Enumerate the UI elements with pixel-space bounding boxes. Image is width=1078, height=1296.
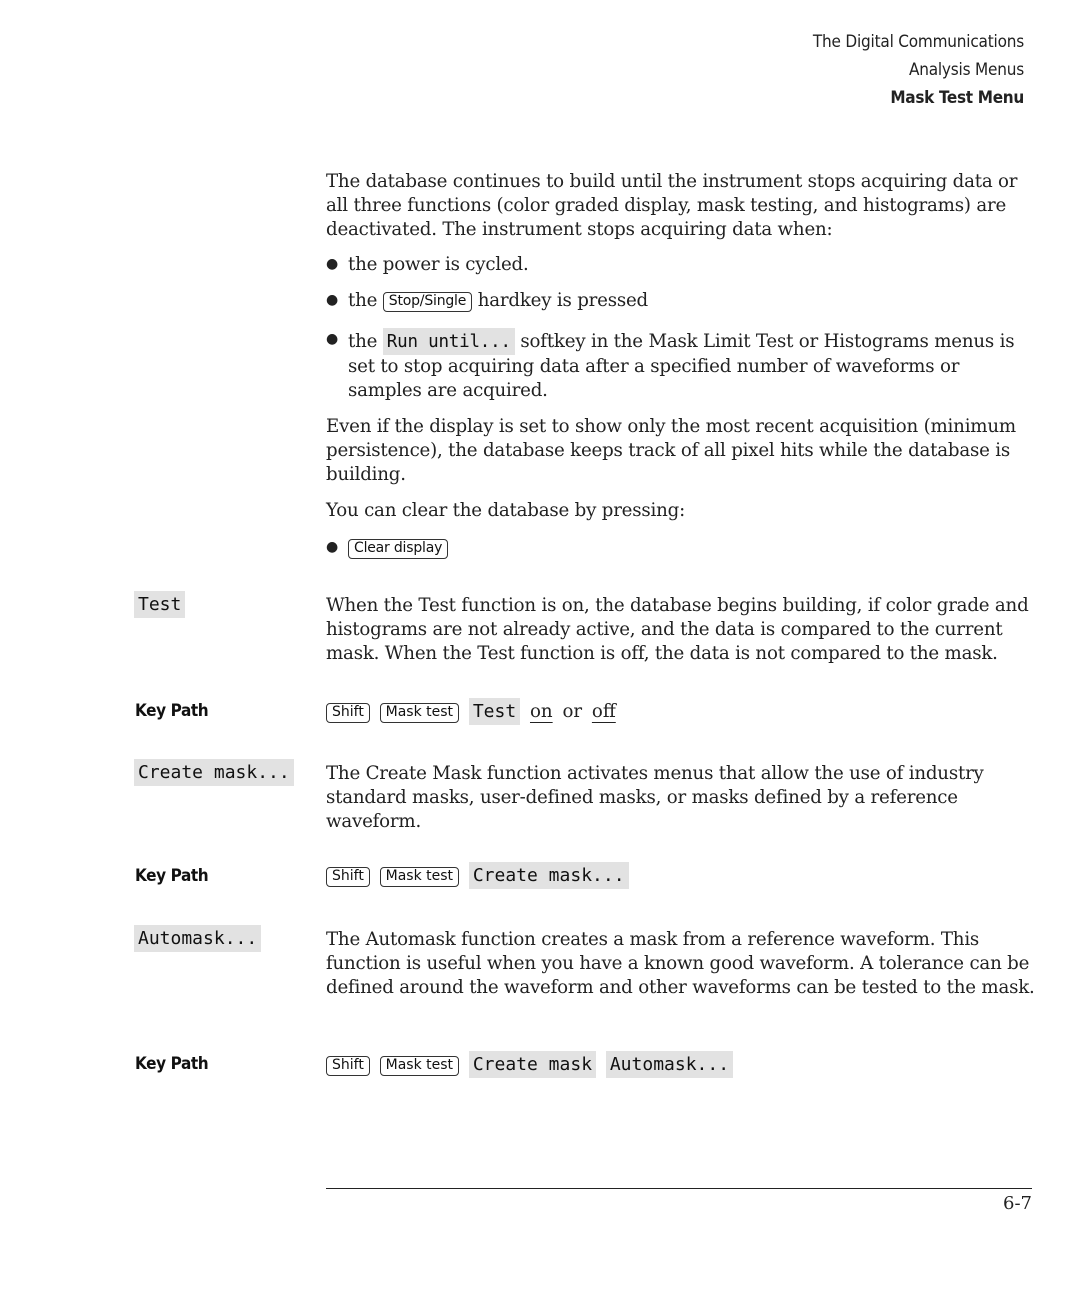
running-header-section-title: Mask Test Menu [890,88,1024,108]
footer-rule [326,1188,1032,1189]
create-mask-keypath [326,862,633,889]
test-softkey[interactable]: Test [469,698,520,725]
create-mask-softkey-heading [134,759,294,786]
automask-softkey[interactable]: Automask... [606,1051,733,1078]
automask-description: The Automask function creates a mask from a reference waveform. This function is useful when you have a known good waveform. A tolerance can be defined around the waveform and other waveforms can be tested to the mask. [326,929,1035,998]
bullet-stop-single [326,289,1038,313]
bullet-icon: ● [326,292,339,308]
test-keypath [326,698,620,725]
test-or-text: or [562,701,583,722]
test-softkey-heading [134,591,185,618]
test-softkey[interactable]: Test [134,591,185,618]
automask-softkey-heading [134,925,261,952]
intro-paragraph: The database continues to build until the instrument stops acquiring data or all three functions (color graded display, mask testing, and histograms) are deactivated. The instrument stops acquiring data when: [326,171,1018,240]
test-description: When the Test function is on, the database begins building, if color grade and histograms are not already active, and the data is compared to the current mask. When the Test function is off, the data is not compared to the mask. [326,595,1029,664]
mask-test-hardkey[interactable]: Mask test [380,867,459,887]
create-mask-keypath-label: Key Path [135,866,209,886]
test-off-option: off [591,701,616,722]
bullet-text-post: softkey in the Mask Limit Test or Histograms menus is set to stop acquiring data after a specified number of waveforms or samples are acquired. [348,331,1015,401]
shift-hardkey[interactable]: Shift [326,1056,370,1076]
shift-hardkey[interactable]: Shift [326,703,370,723]
running-header-line1: The Digital Communications [812,32,1024,52]
bullet-text-pre: the [348,290,378,311]
run-until-softkey[interactable]: Run until... [383,328,515,355]
mask-test-hardkey[interactable]: Mask test [380,703,459,723]
stop-single-hardkey[interactable]: Stop/Single [383,292,472,312]
test-keypath-label: Key Path [135,701,209,721]
create-mask-softkey[interactable]: Create mask [469,1051,596,1078]
automask-keypath-label: Key Path [135,1054,209,1074]
bullet-text [348,328,1038,403]
create-mask-softkey[interactable]: Create mask... [134,759,294,786]
bullet-text: the power is cycled. [348,254,529,275]
automask-softkey[interactable]: Automask... [134,925,261,952]
test-on-option: on [529,701,553,722]
clear-database-paragraph: You can clear the database by pressing: [326,500,686,521]
automask-keypath [326,1051,737,1078]
create-mask-softkey[interactable]: Create mask... [469,862,629,889]
persistence-paragraph: Even if the display is set to show only the most recent acquisition (minimum persistence), the database keeps track of all pixel hits while the database is building. [326,416,1016,485]
mask-test-hardkey[interactable]: Mask test [380,1056,459,1076]
page-number: 6-7 [1003,1193,1032,1214]
bullet-power-cycled [326,253,1038,277]
bullet-icon: ● [326,331,339,347]
bullet-text-pre: the [348,331,378,352]
bullet-icon: ● [326,256,339,272]
clear-display-hardkey[interactable]: Clear display [348,539,448,559]
bullet-text-post: hardkey is pressed [477,290,649,311]
create-mask-description: The Create Mask function activates menus that allow the use of industry standard masks, user-defined masks, or masks defined by a reference waveform. [326,763,984,832]
bullet-text [348,289,1038,313]
bullet-clear-display [326,536,1038,560]
bullet-run-until [326,328,1038,403]
running-header-line2: Analysis Menus [908,60,1024,80]
shift-hardkey[interactable]: Shift [326,867,370,887]
bullet-text [348,536,1038,560]
bullet-icon: ● [326,539,339,555]
